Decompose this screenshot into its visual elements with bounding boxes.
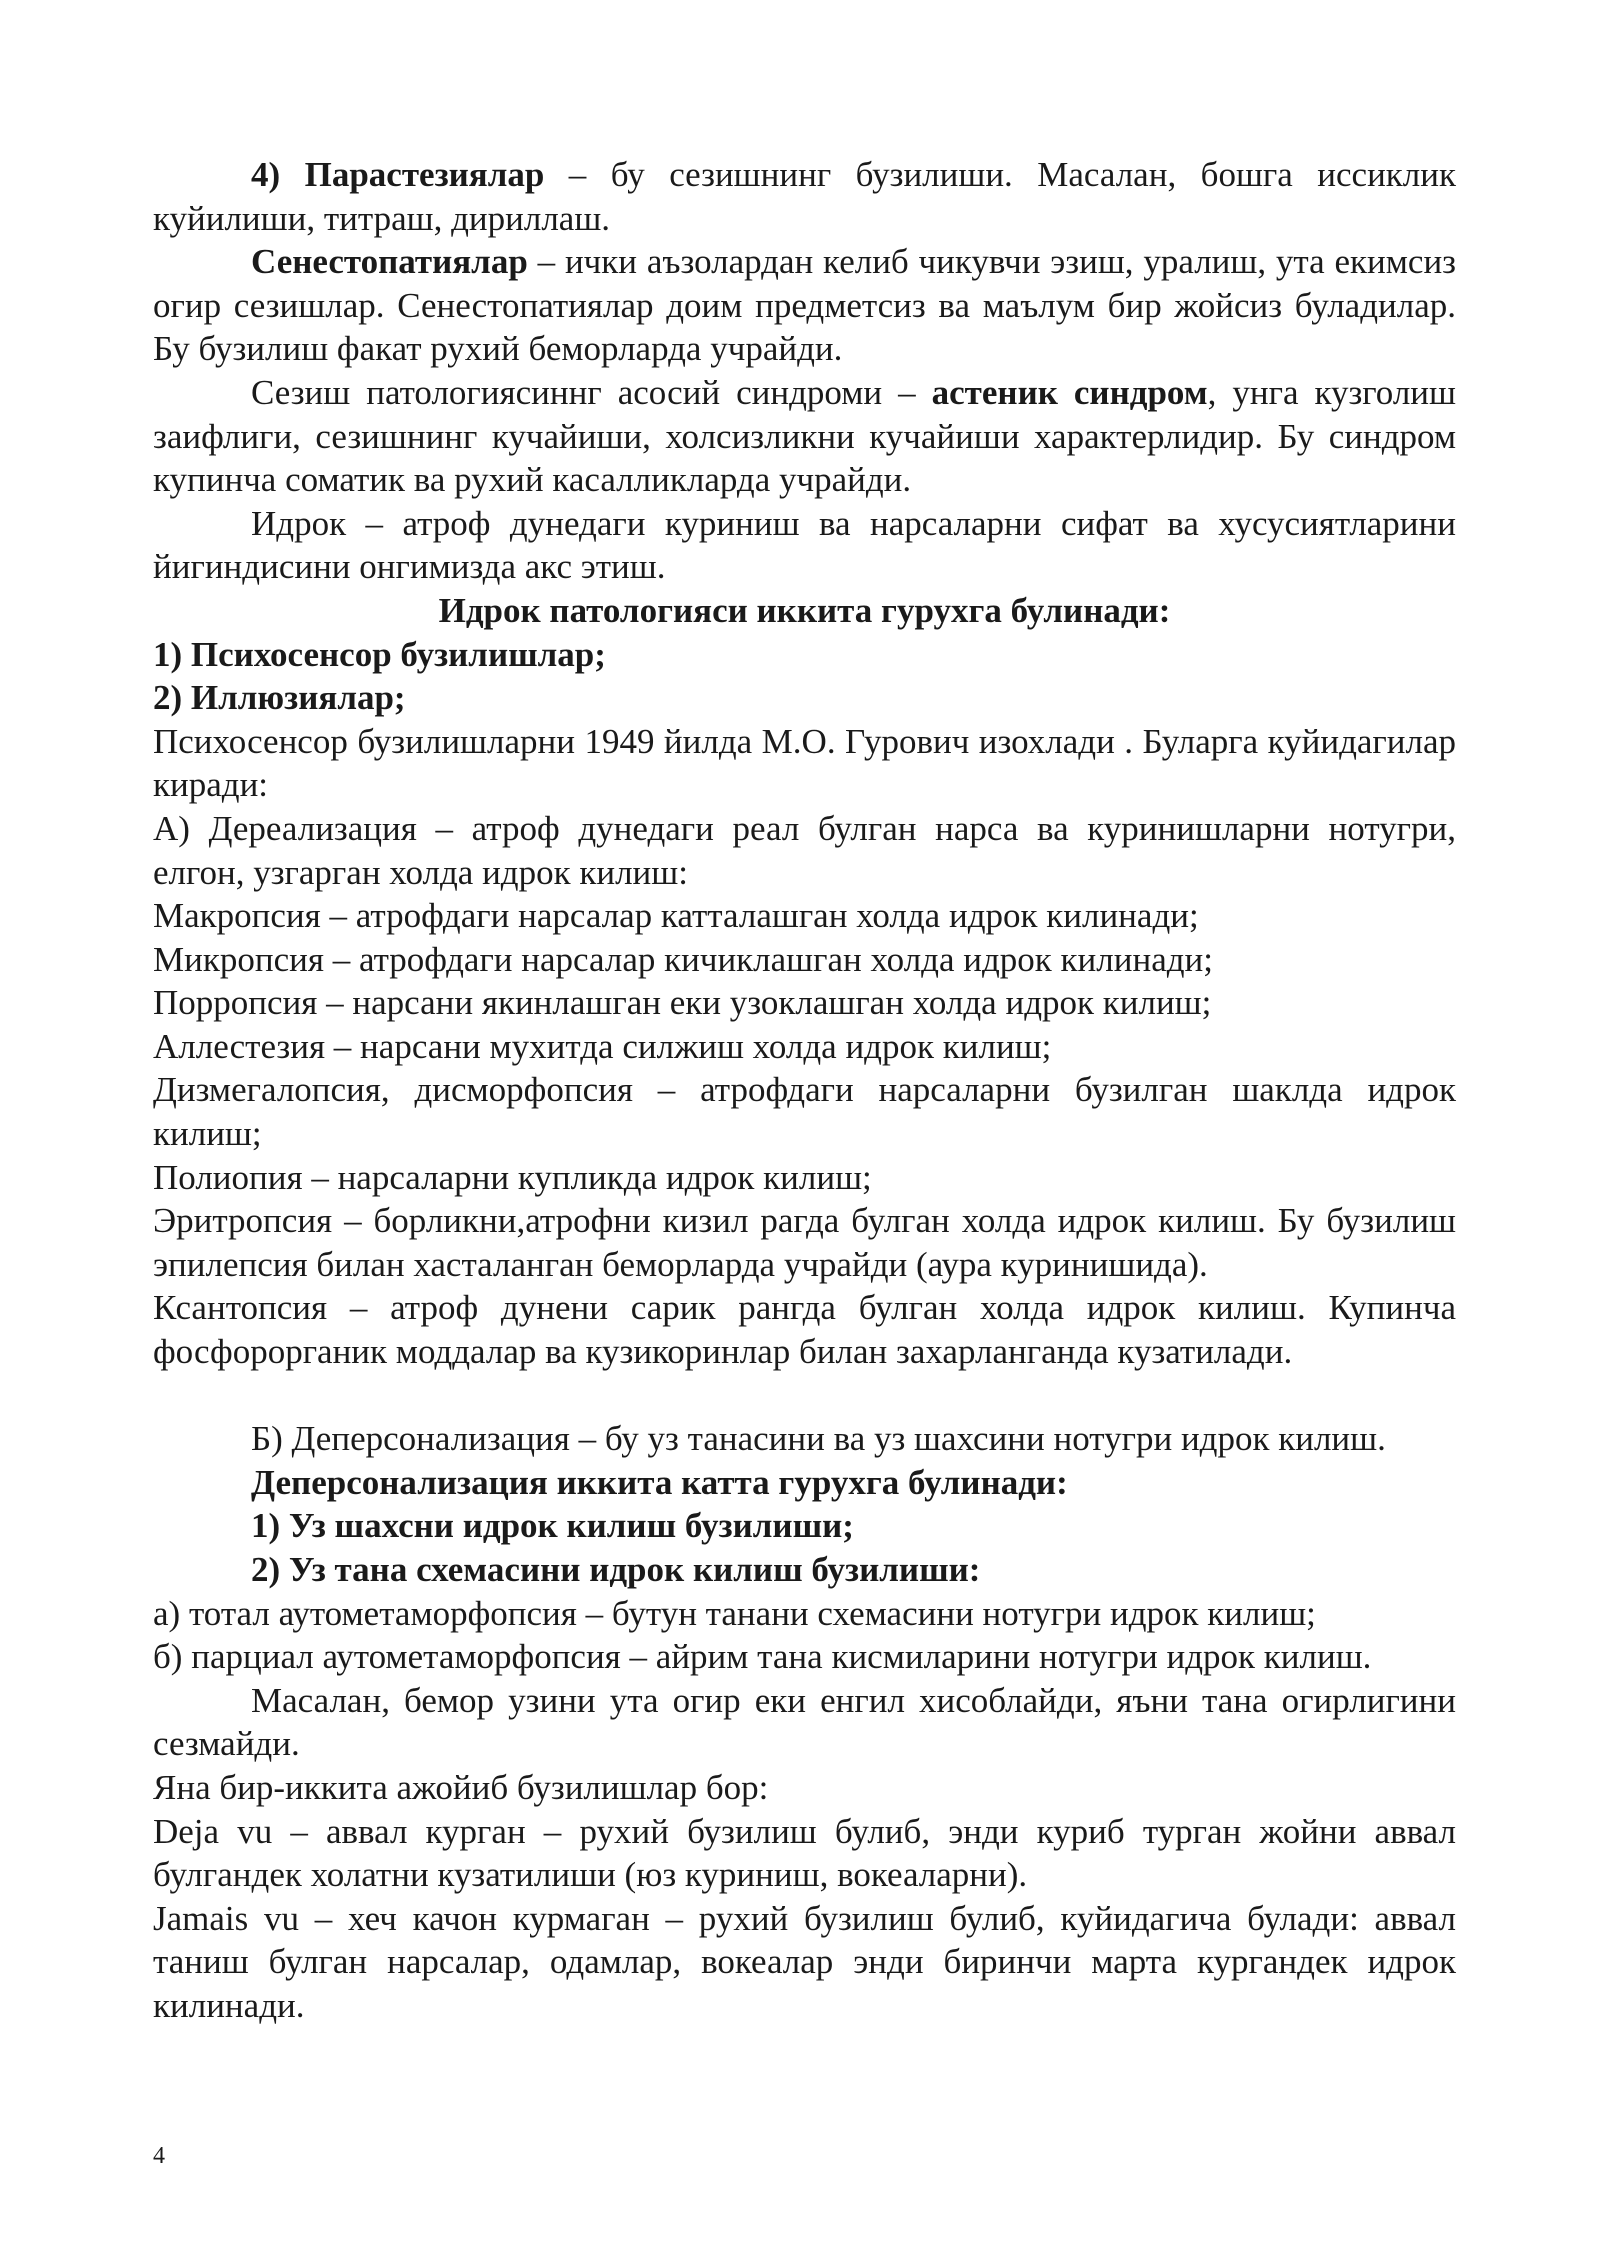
- blank-line: [153, 1374, 1456, 1418]
- paragraph-deja-vu: Deja vu – аввал курган – рухий бузилиш булиб, энди куриб турган жойни аввал булгандек холатни кузатилиши (юз куриниш, вокеаларни).: [153, 1811, 1456, 1895]
- page-number: 4: [153, 2143, 165, 2169]
- heading-psychosensory: [153, 633, 1456, 677]
- paragraph-text: Сезиш патологиясиннг асосий синдроми –: [251, 372, 932, 412]
- paragraph-text: , унга кузголиш заифлиги, сезишнинг кучайиши, холсизликни кучайиши характерлидир. Бу синдром купинча соматик ва рухий касалликларда учрайди.: [153, 372, 1456, 500]
- paragraph-depersonalization: Б) Деперсонализация – бу уз танасини ва уз шахсини нотугри идрок килиш.: [251, 1419, 1386, 1459]
- paragraph-example: Масалан, бемор узини ута огир еки енгил хисоблайди, яъни тана огирлигини сезмайди.: [153, 1680, 1456, 1764]
- list-item-dysmegalopsia: Дизмегалопсия, дисморфопсия – атрофдаги нарсаларни бузилган шаклда идрок килиш;: [153, 1070, 1456, 1154]
- list-item-total-autometamorphopsia: а) тотал аутометаморфопсия – бутун танани схемасини нотугри идрок килиш;: [153, 1593, 1316, 1633]
- term-parasthesia: 4) Парастезиялар: [251, 155, 545, 194]
- term-senestopathy: Сенестопатиялар: [251, 242, 528, 282]
- list-item-micropsia: Микропсия – атрофдаги нарсалар кичиклашган холда идрок килинади;: [153, 939, 1214, 979]
- paragraph-text: – ички аъзолардан келиб чикувчи эзиш, уралиш, ута екимсиз огир сезишлар. Сенестопатиялар доим предметсиз ва маълум бир жойсиз буладилар. Бу бузилиш факат рухий беморларда учрайди.: [153, 242, 1456, 369]
- heading-illusions: [153, 676, 1456, 720]
- term-asthenic-syndrome: астеник синдром: [931, 372, 1208, 412]
- list-item-allesthesia: Аллестезия – нарсани мухитда силжиш холда идрок килиш;: [153, 1026, 1052, 1066]
- heading-text: 1) Уз шахсни идрок килиш бузилиши;: [251, 1506, 854, 1546]
- heading-body-schema: [153, 1548, 1456, 1592]
- paragraph-gurovich: Психосенсор бузилишларни 1949 йилда М.О. Гурович изохлади . Буларга куйидагилар киради:: [153, 721, 1456, 805]
- paragraph-parasthesia: [153, 153, 1456, 240]
- paragraph-asthenic: [153, 371, 1456, 502]
- heading-text: 2) Уз тана схемасини идрок килиш бузилиши:: [251, 1550, 981, 1589]
- paragraph-derealization: А) Дереализация – атроф дунедаги реал булган нарса ва куринишларни нотугри, елгон, узгарган холда идрок килиш:: [153, 808, 1456, 892]
- heading-text: 1) Психосенсор бузилишлар;: [153, 634, 606, 674]
- paragraph-more-disorders: Яна бир-иккита ажойиб бузилишлар бор:: [153, 1767, 769, 1807]
- list-item-xanthopsia: Ксантопсия – атроф дунени сарик рангда булган холда идрок килиш. Купинча фосфорорганик моддалар ва кузикоринлар билан захарланганда кузатилади.: [153, 1288, 1456, 1372]
- heading-text: 2) Иллюзиялар;: [153, 678, 406, 718]
- list-item-polyopia: Полиопия – нарсаларни купликда идрок килиш;: [153, 1157, 872, 1197]
- heading-self-perception: [153, 1504, 1456, 1548]
- list-item-partial-autometamorphopsia: б) парциал аутометаморфопсия – айрим тана кисмиларини нотугри идрок килиш.: [153, 1637, 1372, 1677]
- heading-text: Деперсонализация иккита катта гурухга булинади:: [251, 1462, 1068, 1502]
- paragraph-text: – бу сезишнинг бузилиши. Масалан, бошга иссиклик куйилиши, титраш, дириллаш.: [153, 155, 1457, 238]
- list-item-porropsia: Порропсия – нарсани якинлашган еки узоклашган холда идрок килиш;: [153, 983, 1212, 1023]
- heading-text: Идрок патологияси иккита гурухга булинади:: [438, 590, 1171, 630]
- document-page: [153, 153, 1456, 2028]
- heading-depersonalization-groups: [153, 1461, 1456, 1505]
- paragraph-perception: Идрок – атроф дунедаги куриниш ва нарсаларни сифат ва хусусиятларини йигиндисини онгимизда акс этиш.: [153, 503, 1456, 587]
- list-item-macropsia: Макропсия – атрофдаги нарсалар катталашган холда идрок килинади;: [153, 896, 1199, 936]
- list-item-erythropsia: Эритропсия – борликни,атрофни кизил рагда булган холда идрок килиш. Бу бузилиш эпилепсия билан хасталанган беморларда учрайди (аура куринишида).: [153, 1201, 1456, 1284]
- paragraph-senestopathy: [153, 240, 1456, 371]
- heading-perception-pathology: [153, 589, 1456, 633]
- paragraph-jamais-vu: Jamais vu – хеч качон курмаган – рухий бузилиш булиб, куйидагича булади: аввал таниш булган нарсалар, одамлар, вокеалар энди биринчи марта кургандек идрок килинади.: [153, 1898, 1456, 2025]
